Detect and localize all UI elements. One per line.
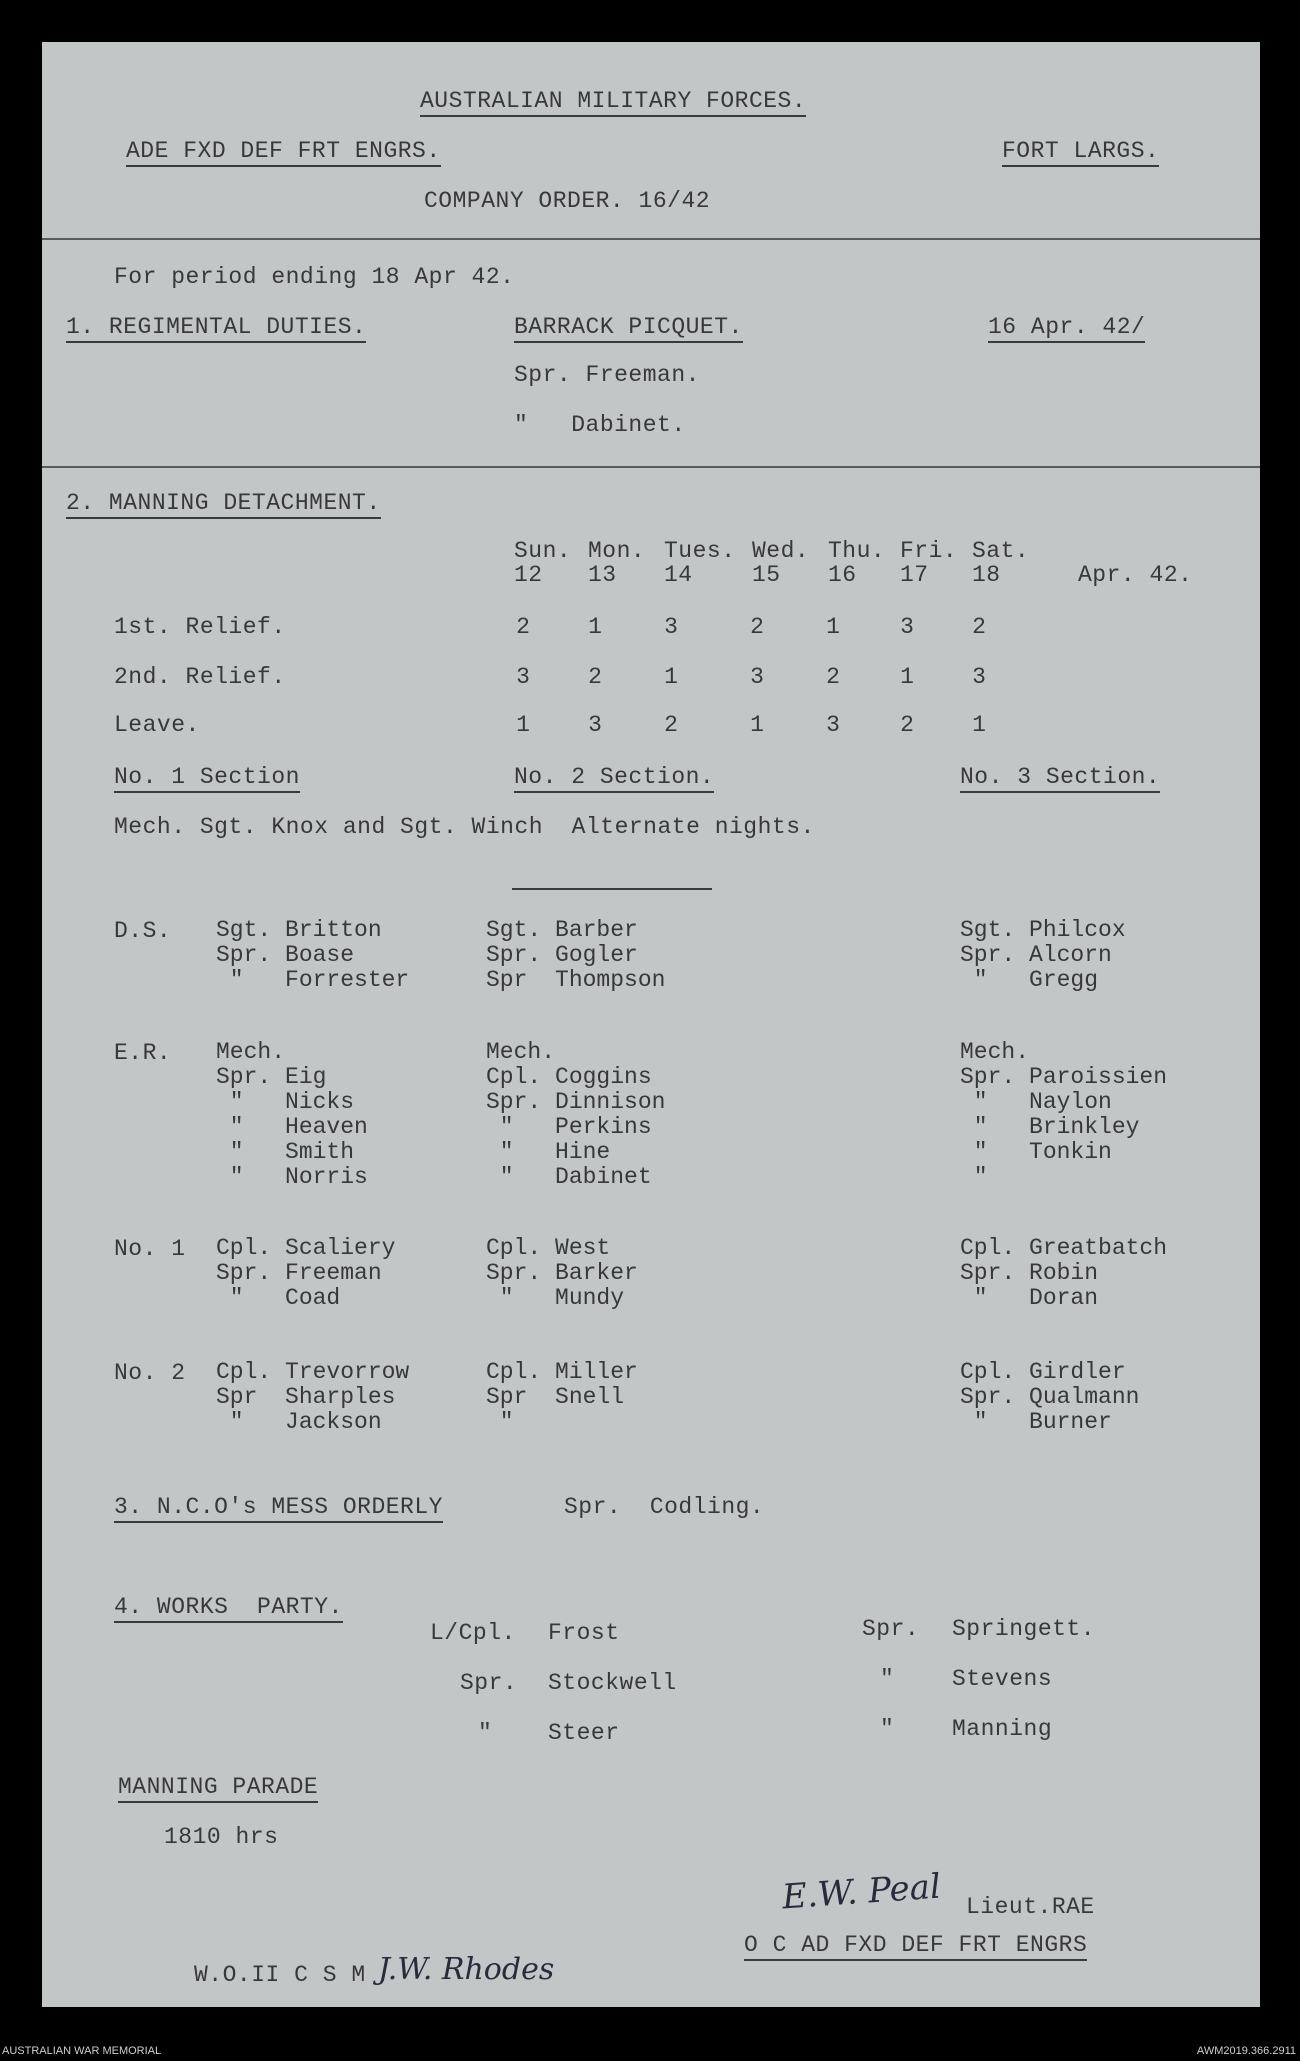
day-mon: Mon. [588, 538, 646, 564]
date-15: 15 [752, 562, 781, 588]
roster-cell: 1 [826, 614, 840, 640]
ds-section3-list: Sgt. Philcox Spr. Alcorn " Gregg [960, 917, 1126, 993]
group-label-er: E.R. [114, 1040, 172, 1066]
date-17: 17 [900, 562, 929, 588]
works-name: Stevens [952, 1666, 1053, 1692]
roster-cell: 3 [516, 664, 530, 690]
works-name: Springett. [952, 1616, 1096, 1642]
csm-signature: J.W. Rhodes [378, 1952, 555, 1987]
section1-heading: 1. REGIMENTAL DUTIES. [66, 314, 366, 343]
officer-title: O C AD FXD DEF FRT ENGRS [744, 1932, 1087, 1961]
date-18: 18 [972, 562, 1001, 588]
day-sat: Sat. [972, 538, 1030, 564]
barrack-picquet-heading: BARRACK PICQUET. [514, 314, 743, 343]
works-name: Steer [548, 1720, 620, 1746]
picquet-date: 16 Apr. 42/ [988, 314, 1145, 343]
month-label: Apr. 42. [1078, 562, 1193, 588]
officer-signature: E.W. Peal [780, 1866, 943, 1918]
picquet-name-2: " Dabinet. [514, 412, 686, 438]
document-title: AUSTRALIAN MILITARY FORCES. [420, 88, 806, 117]
day-thu: Thu. [828, 538, 886, 564]
no2-section2-list: Cpl. Miller Spr Snell " [486, 1359, 638, 1435]
er-section3-list: Mech. Spr. Paroissien " Naylon " Brinkley " Tonkin " [960, 1039, 1168, 1190]
works-name: Stockwell [548, 1670, 677, 1696]
footer-accession: AWM2019.366.2911 [1196, 2045, 1296, 2057]
section3-heading: 3. N.C.O's MESS ORDERLY [114, 1494, 443, 1523]
manning-parade-heading: MANNING PARADE [118, 1774, 318, 1803]
roster-cell: 2 [750, 614, 764, 640]
unit-name: ADE FXD DEF FRT ENGRS. [126, 138, 441, 167]
document-sheet [42, 42, 1260, 2007]
picquet-name-1: Spr. Freeman. [514, 362, 700, 388]
date-16: 16 [828, 562, 857, 588]
roster-cell: 3 [664, 614, 678, 640]
no1-section2-list: Cpl. West Spr. Barker " Mundy [486, 1235, 638, 1311]
roster-cell: 2 [972, 614, 986, 640]
footer-credit: AUSTRALIAN WAR MEMORIAL [2, 2045, 162, 2057]
works-rank: " [880, 1716, 895, 1742]
works-rank: " [880, 1666, 895, 1692]
group-label-no2: No. 2 [114, 1360, 186, 1386]
works-rank: " [478, 1720, 493, 1746]
row-label-2nd-relief: 2nd. Relief. [114, 664, 286, 690]
roster-cell: 1 [750, 712, 764, 738]
no1-section3-list: Cpl. Greatbatch Spr. Robin " Doran [960, 1235, 1168, 1311]
works-name: Manning [952, 1716, 1053, 1742]
roster-cell: 2 [826, 664, 840, 690]
day-sun: Sun. [514, 538, 572, 564]
date-14: 14 [664, 562, 693, 588]
roster-cell: 1 [900, 664, 914, 690]
date-12: 12 [514, 562, 543, 588]
manning-parade-time: 1810 hrs [164, 1824, 279, 1850]
roster-cell: 2 [516, 614, 530, 640]
section2-heading: 2. MANNING DETACHMENT. [66, 490, 381, 519]
roster-cell: 3 [900, 614, 914, 640]
row-label-leave: Leave. [114, 712, 200, 738]
csm-label: W.O.II C S M [194, 1962, 366, 1988]
period: For period ending 18 Apr 42. [114, 264, 515, 290]
order-number: COMPANY ORDER. 16/42 [424, 188, 711, 214]
roster-cell: 3 [588, 712, 602, 738]
roster-cell: 3 [826, 712, 840, 738]
works-rank: Spr. [460, 1670, 518, 1696]
roster-cell: 2 [900, 712, 914, 738]
section-heading-no2: No. 2 Section. [514, 764, 714, 793]
ds-section1-list: Sgt. Britton Spr. Boase " Forrester [216, 917, 410, 993]
divider [42, 238, 1260, 240]
roster-cell: 1 [516, 712, 530, 738]
divider [512, 888, 712, 890]
works-rank: Spr. [862, 1616, 920, 1642]
roster-cell: 1 [664, 664, 678, 690]
section-heading-no3: No. 3 Section. [960, 764, 1160, 793]
day-wed: Wed. [752, 538, 810, 564]
er-section1-list: Mech. Spr. Eig " Nicks " Heaven " Smith " Norris [216, 1039, 368, 1190]
roster-cell: 1 [588, 614, 602, 640]
ds-section2-list: Sgt. Barber Spr. Gogler Spr Thompson [486, 917, 666, 993]
day-tues: Tues. [664, 538, 736, 564]
row-label-1st-relief: 1st. Relief. [114, 614, 286, 640]
no2-section1-list: Cpl. Trevorrow Spr Sharples " Jackson [216, 1359, 410, 1435]
location: FORT LARGS. [1002, 138, 1159, 167]
mess-orderly-name: Spr. Codling. [564, 1494, 765, 1520]
roster-cell: 3 [750, 664, 764, 690]
works-rank: L/Cpl. [430, 1620, 516, 1646]
roster-cell: 1 [972, 712, 986, 738]
works-name: Frost [548, 1620, 620, 1646]
roster-cell: 2 [588, 664, 602, 690]
section-heading-no1: No. 1 Section [114, 764, 300, 793]
roster-cell: 3 [972, 664, 986, 690]
no2-section3-list: Cpl. Girdler Spr. Qualmann " Burner [960, 1359, 1140, 1435]
group-label-no1: No. 1 [114, 1236, 186, 1262]
mech-note: Mech. Sgt. Knox and Sgt. Winch Alternate nights. [114, 814, 815, 840]
no1-section1-list: Cpl. Scaliery Spr. Freeman " Coad [216, 1235, 396, 1311]
divider [42, 466, 1260, 468]
group-label-ds: D.S. [114, 918, 172, 944]
section4-heading: 4. WORKS PARTY. [114, 1594, 343, 1623]
er-section2-list: Mech. Cpl. Coggins Spr. Dinnison " Perkins " Hine " Dabinet [486, 1039, 666, 1190]
day-fri: Fri. [900, 538, 958, 564]
roster-cell: 2 [664, 712, 678, 738]
officer-rank: Lieut.RAE [966, 1894, 1095, 1920]
date-13: 13 [588, 562, 617, 588]
